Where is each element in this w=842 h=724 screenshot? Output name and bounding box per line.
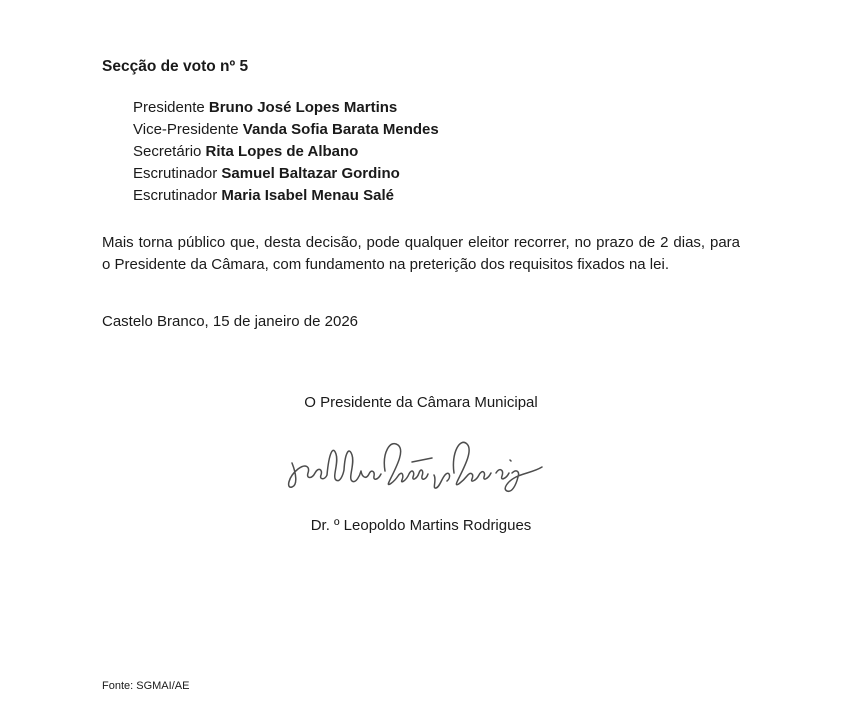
official-name: Vanda Sofia Barata Mendes <box>242 121 439 138</box>
official-name: Rita Lopes de Albano <box>205 143 359 160</box>
official-row <box>133 97 740 119</box>
official-row <box>133 141 740 163</box>
officials-list <box>133 97 740 207</box>
official-role: Escrutinador <box>133 165 218 182</box>
official-name: Maria Isabel Menau Salé <box>221 187 394 204</box>
official-role: Secretário <box>133 143 202 160</box>
official-name: Samuel Baltazar Gordino <box>221 165 400 182</box>
source-note: Fonte: SGMAI/AE <box>102 680 190 692</box>
official-row <box>133 163 740 185</box>
signature-block <box>102 393 740 535</box>
official-role: Presidente <box>133 99 205 116</box>
signer-name: Dr. º Leopoldo Martins Rodrigues <box>310 517 532 534</box>
official-name: Bruno José Lopes Martins <box>208 99 398 116</box>
dateline: Castelo Branco, 15 de janeiro de 2026 <box>102 313 359 330</box>
body-paragraph: Mais torna público que, desta decisão, pode qualquer eleitor recorrer, no prazo de 2 dias, para o Presidente da Câmara, com fundamento na preterição dos requisitos fixados na lei. <box>102 234 740 273</box>
official-role: Vice-Presidente <box>133 121 239 138</box>
section-heading: Secção de voto nº 5 <box>102 58 249 75</box>
official-row <box>133 119 740 141</box>
signature-image <box>286 429 556 495</box>
signature-title: O Presidente da Câmara Municipal <box>304 394 538 411</box>
official-row <box>133 185 740 207</box>
signature-stroke <box>289 442 542 491</box>
official-role: Escrutinador <box>133 187 218 204</box>
